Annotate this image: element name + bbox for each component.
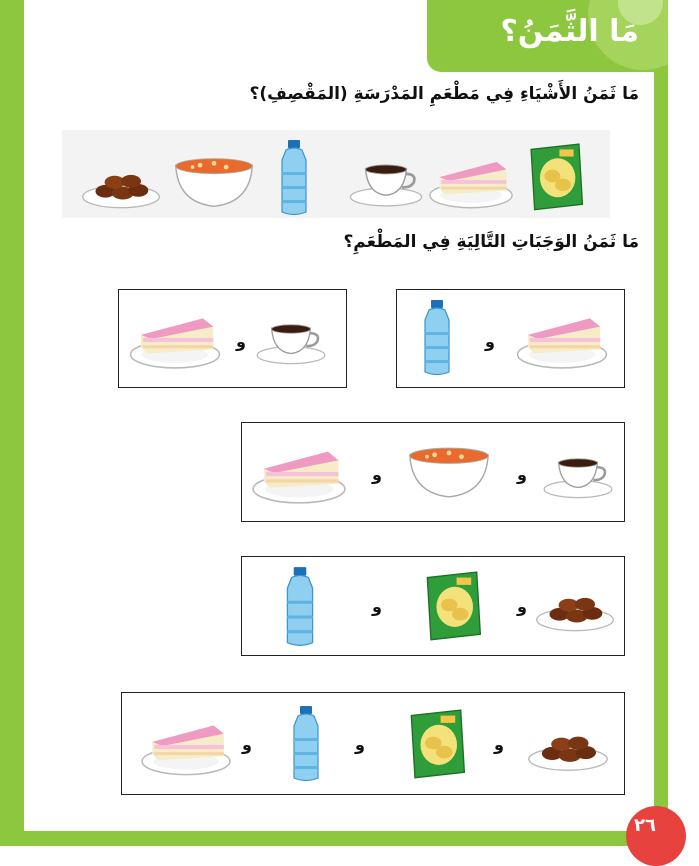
meal-box xyxy=(241,422,625,522)
page-frame-bottom xyxy=(0,831,699,846)
meal-box xyxy=(396,289,625,388)
price-list-strip xyxy=(62,130,610,218)
water-bottle-icon xyxy=(274,138,314,218)
dates-plate-icon xyxy=(80,156,162,212)
chips-bag-icon xyxy=(420,567,484,643)
meal-box xyxy=(121,692,625,795)
chips-bag-icon xyxy=(404,705,468,781)
connector-and: و xyxy=(372,465,382,484)
dates-plate-icon xyxy=(526,717,610,775)
cake-slice-icon xyxy=(428,152,514,210)
connector-and: و xyxy=(355,735,365,754)
water-bottle-icon xyxy=(286,703,326,785)
cake-slice-icon xyxy=(250,441,348,505)
page-frame-right xyxy=(654,0,668,846)
page-title: مَا الثَّمَنُ؟ xyxy=(500,14,639,49)
dates-plate-icon xyxy=(534,579,616,635)
page-number: ٢٦ xyxy=(634,815,656,836)
cake-slice-icon xyxy=(127,308,223,370)
connector-and: و xyxy=(517,597,527,616)
page-frame-left xyxy=(0,0,24,846)
question-prices: مَا ثَمَنُ الأَشْيَاءِ فِي مَطْعَمِ المَدْرَسَةِ (المَقْصِفِ)؟ xyxy=(249,84,639,104)
connector-and: و xyxy=(494,735,504,754)
connector-and: و xyxy=(517,465,527,484)
connector-and: و xyxy=(485,332,495,351)
page-margin xyxy=(668,0,699,846)
water-bottle-icon xyxy=(278,565,322,649)
soup-bowl-icon xyxy=(406,441,492,503)
connector-and: و xyxy=(372,597,382,616)
connector-and: و xyxy=(242,735,252,754)
connector-and: و xyxy=(236,332,246,351)
question-meals: مَا ثَمَنُ الوَجَبَاتِ التَّالِيَةِ فِي المَطْعَمِ؟ xyxy=(343,232,639,252)
page-number-badge xyxy=(626,806,686,866)
cake-slice-icon xyxy=(140,715,232,777)
meal-box xyxy=(241,556,625,656)
tea-cup-icon xyxy=(253,312,329,368)
soup-bowl-icon xyxy=(172,152,256,212)
cake-slice-icon xyxy=(515,308,609,370)
chips-bag-icon xyxy=(524,140,586,212)
water-bottle-icon xyxy=(417,298,457,378)
meal-box xyxy=(118,289,347,388)
tea-cup-icon xyxy=(540,445,616,503)
tea-cup-icon xyxy=(346,152,426,210)
